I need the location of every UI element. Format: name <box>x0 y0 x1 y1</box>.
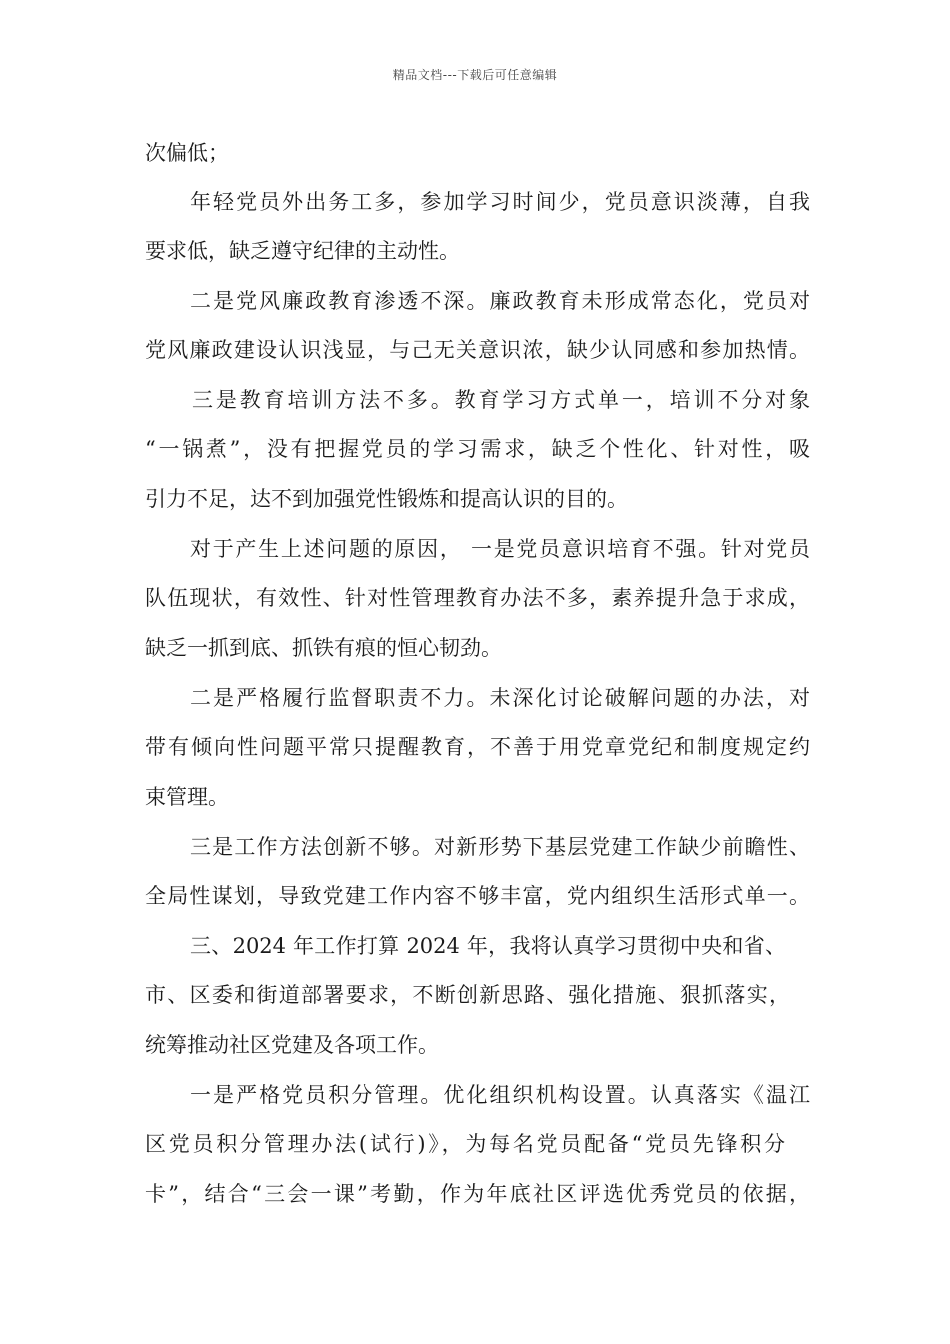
text-line: 带有倾向性问题平常只提醒教育，不善于用党章党纪和制度规定约 <box>145 735 810 759</box>
text-line: 三、2024 年工作打算 2024 年，我将认真学习贯彻中央和省、 <box>190 934 786 958</box>
text-line: 束管理。 <box>145 785 229 809</box>
text-line: 年轻党员外出务工多，参加学习时间少，党员意识淡薄，自我 <box>190 190 810 214</box>
text-line: 党风廉政建设认识浅显，与己无关意识浓，缺少认同感和参加热情。 <box>145 338 810 362</box>
text-line: 三是教育培训方法不多。教育学习方式单一，培训不分对象 <box>192 388 810 412</box>
text-line: 区党员积分管理办法(试行)》，为每名党员配备“党员先锋积分 <box>145 1132 785 1156</box>
text-line: 市、区委和街道部署要求，不断创新思路、强化措施、狠抓落实， <box>145 983 790 1007</box>
text-line: 缺乏一抓到底、抓铁有痕的恒心韧劲。 <box>145 636 502 660</box>
text-line: 引力不足，达不到加强党性锻炼和提高认识的目的。 <box>145 487 628 511</box>
text-line: 对于产生上述问题的原因， 一是党员意识培育不强。针对党员 <box>190 537 810 561</box>
text-line: 一是严格党员积分管理。优化组织机构设置。认真落实《温江 <box>190 1083 810 1107</box>
text-line: 二是严格履行监督职责不力。未深化讨论破解问题的办法，对 <box>190 686 810 710</box>
text-line: 要求低，缺乏遵守纪律的主动性。 <box>145 239 460 263</box>
text-line: 二是党风廉政教育渗透不深。廉政教育未形成常态化，党员对 <box>190 289 810 313</box>
text-line: 统筹推动社区党建及各项工作。 <box>145 1033 439 1057</box>
page-header: 精品文档---下载后可任意编辑 <box>392 68 558 82</box>
text-line: 卡”，结合“三会一课”考勤，作为年底社区评选优秀党员的依据， <box>145 1182 810 1206</box>
text-line: 次偏低； <box>145 141 229 165</box>
text-line: 全局性谋划，导致党建工作内容不够丰富，党内组织生活形式单一。 <box>145 884 810 908</box>
text-line: 队伍现状，有效性、针对性管理教育办法不多，素养提升急于求成， <box>145 586 810 610</box>
text-line: “一锅煮”，没有把握党员的学习需求，缺乏个性化、针对性，吸 <box>145 437 810 461</box>
text-line: 三是工作方法创新不够。对新形势下基层党建工作缺少前瞻性、 <box>190 835 810 859</box>
